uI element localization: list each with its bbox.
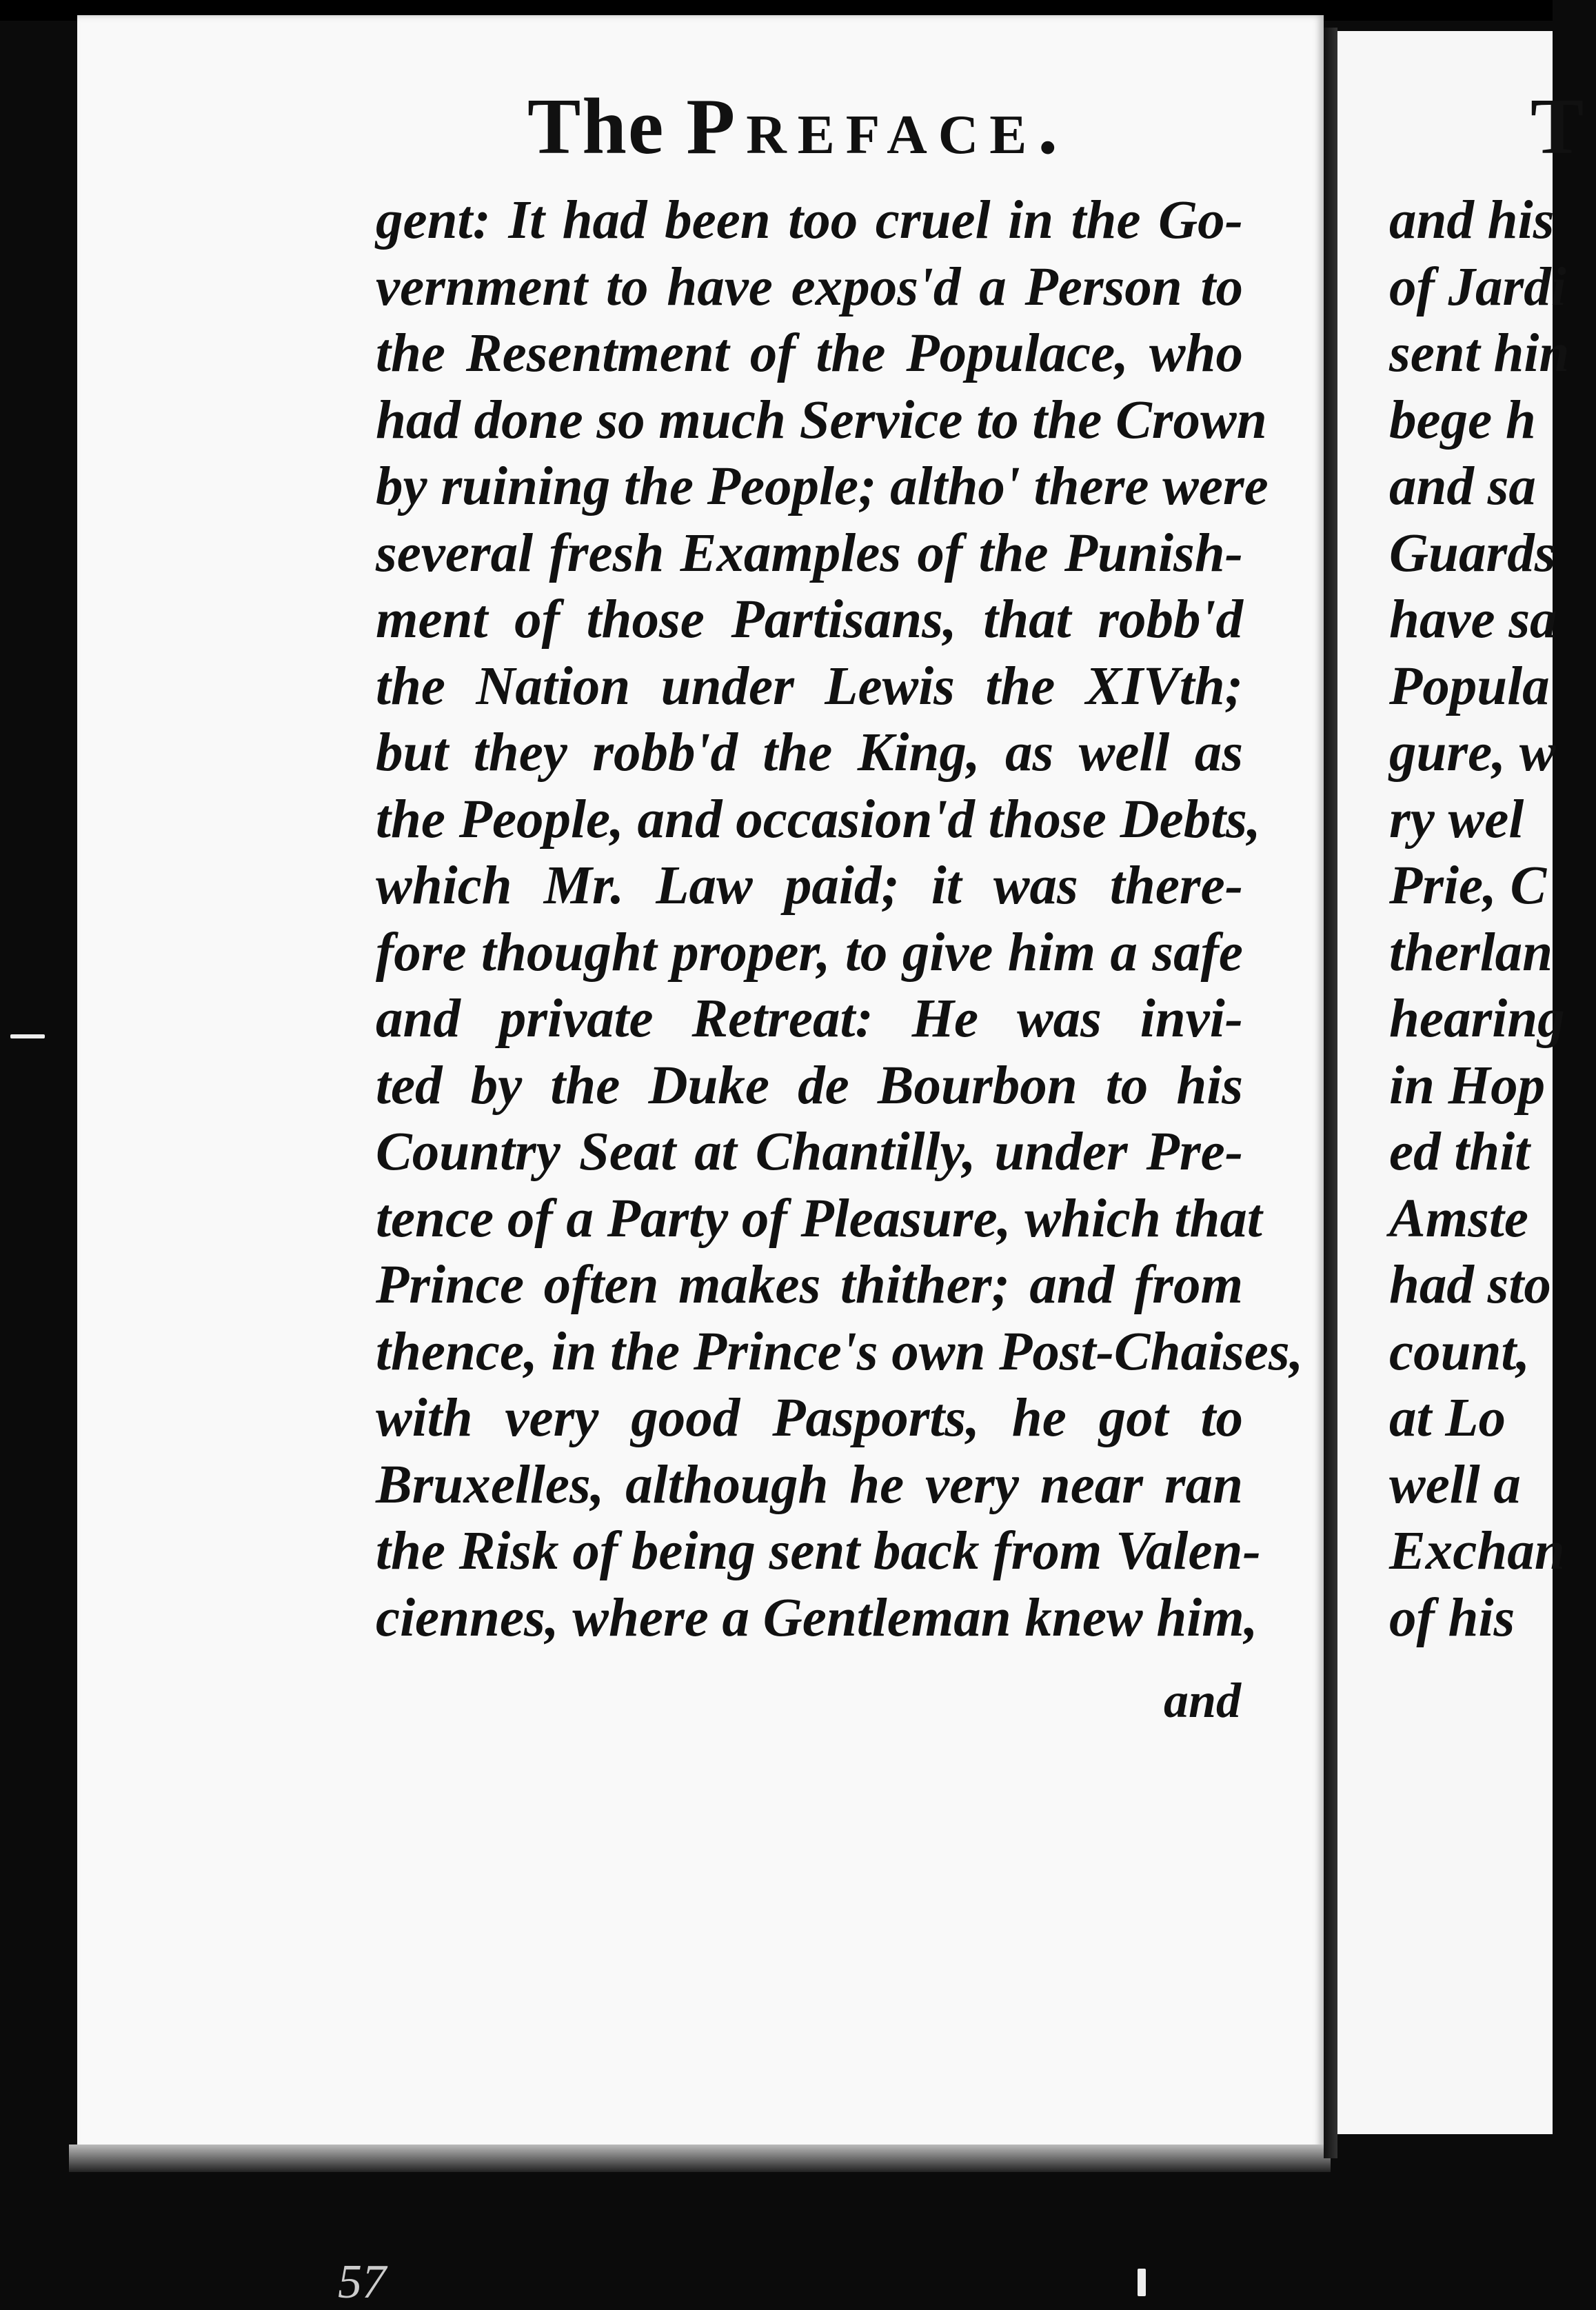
text-line: the Nation under Lewis the XIVth; xyxy=(376,656,1243,716)
text-line: but they robb'd the King, as well as xyxy=(376,723,1243,783)
facing-text-line: ry wel xyxy=(1389,789,1524,850)
facing-text-line: sent hin xyxy=(1389,323,1570,383)
text-line: with very good Pasports, he got to xyxy=(376,1388,1243,1448)
facing-text-line: at Lo xyxy=(1389,1388,1506,1448)
text-line: the Risk of being sent back from Valen- xyxy=(376,1521,1261,1581)
facing-text-line: hearing xyxy=(1389,989,1565,1049)
scan-speck xyxy=(10,1034,45,1038)
text-line: and private Retreat: He was invi- xyxy=(376,989,1243,1049)
facing-page-text xyxy=(1389,188,1596,1651)
facing-text-line: Prie, C xyxy=(1389,856,1547,916)
text-line: several fresh Examples of the Punish- xyxy=(376,523,1243,583)
facing-text-line: have sa xyxy=(1389,590,1557,650)
book-gutter xyxy=(1324,28,1337,2158)
text-line: tence of a Party of Pleasure, which that xyxy=(376,1188,1262,1249)
text-line: the People, and occasion'd those Debts, xyxy=(376,789,1261,850)
text-line: ciennes, where a Gentleman knew him, xyxy=(376,1587,1258,1648)
facing-text-line: count, xyxy=(1389,1321,1531,1382)
text-line: Bruxelles, although he very near ran xyxy=(376,1454,1243,1515)
catchword: and xyxy=(1163,1673,1241,1728)
text-line: gent: It had been too cruel in the Go- xyxy=(376,190,1243,250)
facing-text-line: and sa xyxy=(1389,456,1536,516)
facing-text-line: bege h xyxy=(1389,390,1536,450)
facing-text-line: therlan xyxy=(1389,922,1553,983)
text-line: vernment to have expos'd a Person to xyxy=(376,257,1243,317)
text-line: the Resentment of the Populace, who xyxy=(376,323,1243,383)
facing-text-line: Guards xyxy=(1389,523,1556,583)
text-line: by ruining the People; altho' there were xyxy=(376,456,1269,516)
facing-text-line: Popula xyxy=(1389,656,1550,716)
text-line: ment of those Partisans, that robb'd xyxy=(376,590,1243,650)
margin-number: 57 xyxy=(338,2256,386,2309)
facing-text-line: of Jardi xyxy=(1389,257,1566,317)
text-line: fore thought proper, to give him a safe xyxy=(376,922,1243,983)
text-line: Country Seat at Chantilly, under Pre- xyxy=(376,1122,1243,1182)
facing-text-line: well a xyxy=(1389,1454,1521,1515)
facing-text-line: of his xyxy=(1389,1587,1515,1648)
scan-speck xyxy=(1138,2269,1146,2296)
running-head-word: Preface. xyxy=(686,83,1069,171)
facing-text-line: in Hop xyxy=(1389,1055,1546,1116)
facing-text-line: gure, w xyxy=(1389,723,1556,783)
facing-text-line: and his xyxy=(1389,190,1555,250)
facing-text-line: Exchan xyxy=(1389,1521,1565,1581)
text-line: ted by the Duke de Bourbon to his xyxy=(376,1055,1243,1116)
facing-text-line: ed thit xyxy=(1389,1122,1531,1182)
text-line: thence, in the Prince's own Post-Chaises, xyxy=(376,1321,1304,1382)
facing-running-head: T xyxy=(1531,83,1584,171)
text-line: which Mr. Law paid; it was there- xyxy=(376,856,1243,916)
facing-text-line: Amste xyxy=(1389,1188,1528,1249)
body-text xyxy=(376,188,1304,1651)
text-line: Prince often makes thither; and from xyxy=(376,1255,1243,1315)
facing-text-line: had sto xyxy=(1389,1255,1551,1315)
page-shadow xyxy=(69,2145,1331,2172)
running-head xyxy=(527,81,1120,173)
running-head-prefix: The xyxy=(527,83,665,171)
text-line: had done so much Service to the Crown xyxy=(376,390,1267,450)
